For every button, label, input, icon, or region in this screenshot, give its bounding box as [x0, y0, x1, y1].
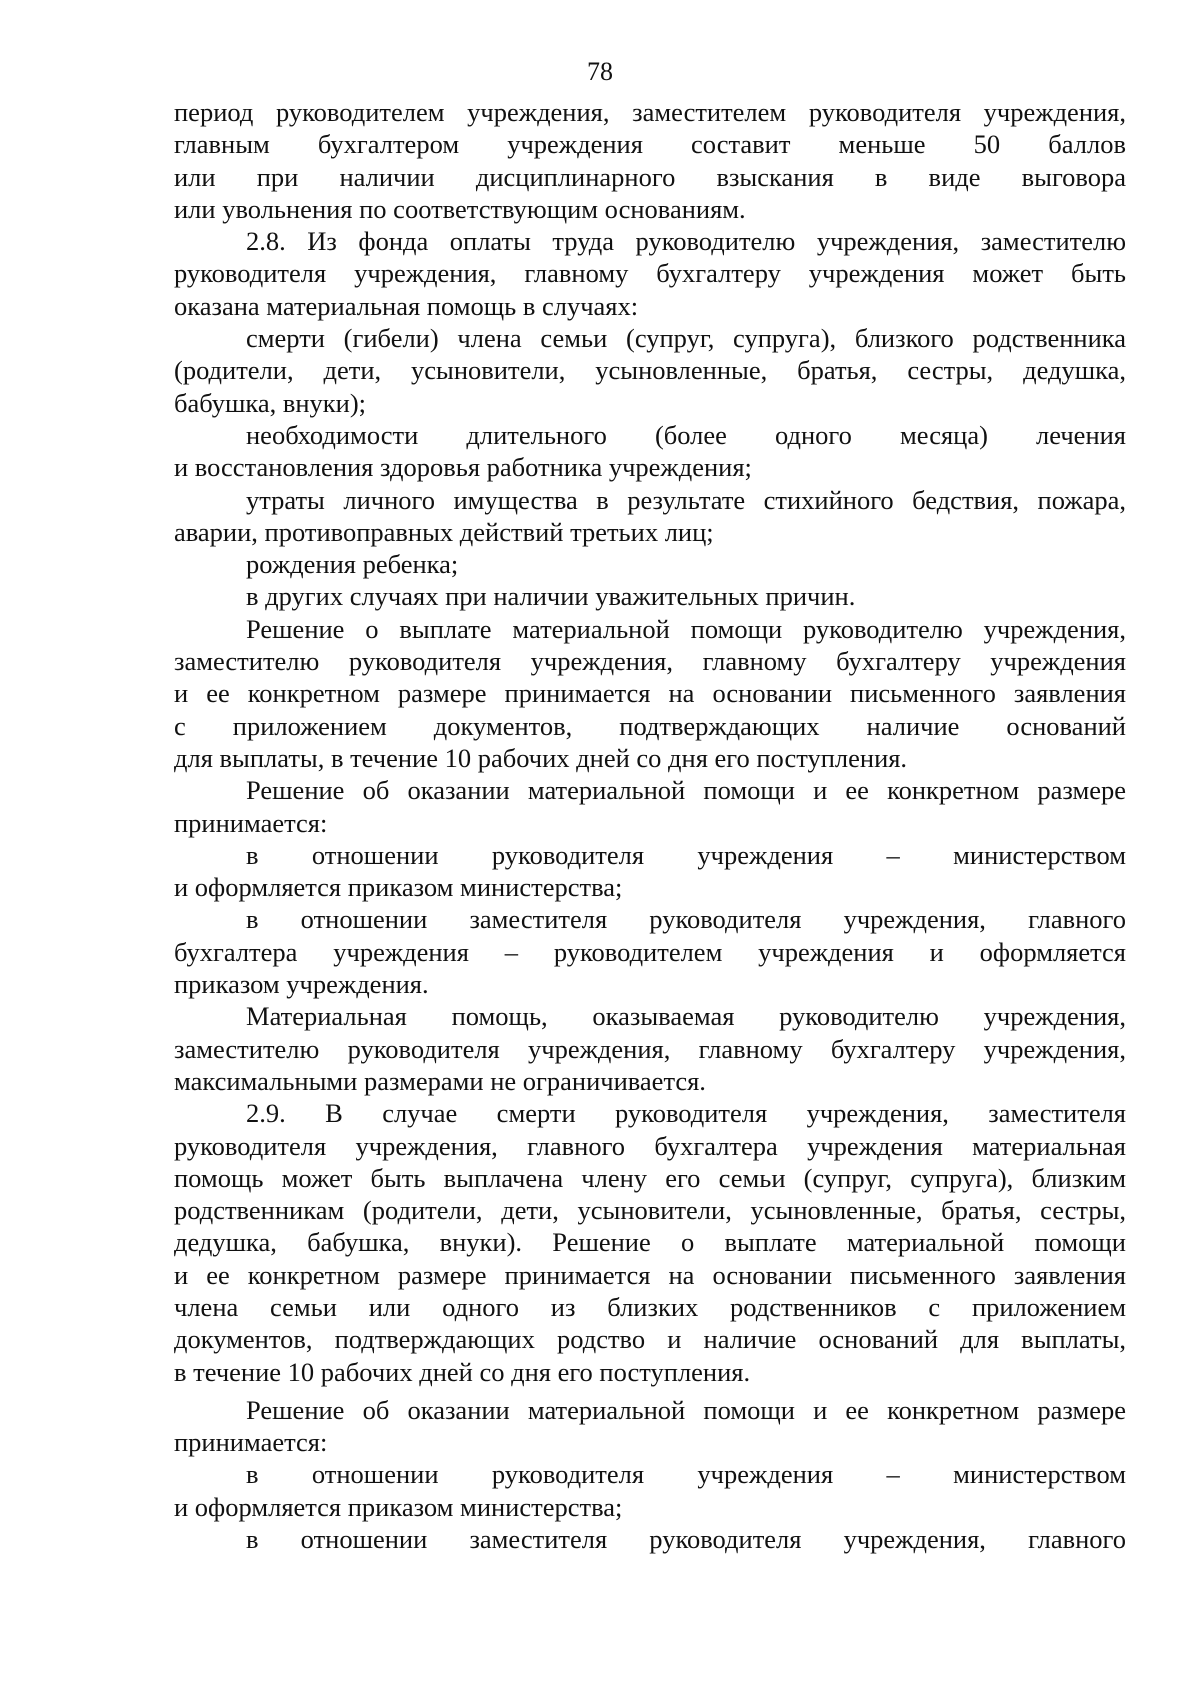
document-body [174, 96, 1126, 1555]
text-line: и оформляется приказом министерства; [174, 872, 623, 903]
text-line: руководителя учреждения, главного бухгалтера учреждения материальная [174, 1130, 1126, 1161]
text-line: максимальными размерами не ограничивается. [174, 1065, 706, 1096]
text-line: в отношении заместителя руководителя учреждения, главного [246, 1524, 1126, 1555]
text-line: заместителю руководителя учреждения, главному бухгалтеру учреждения, [174, 1033, 1126, 1064]
text-line: или увольнения по соответствующим основаниям. [174, 193, 746, 224]
text-line: родственникам (родители, дети, усыновители, усыновленные, братья, сестры, [174, 1195, 1126, 1226]
text-line: для выплаты, в течение 10 рабочих дней со дня его поступления. [174, 742, 908, 773]
text-line: Решение о выплате материальной помощи руководителю учреждения, [246, 613, 1126, 644]
text-line: оказана материальная помощь в случаях: [174, 290, 639, 321]
text-line: принимается: [174, 1427, 328, 1458]
text-line: смерти (гибели) члена семьи (супруг, супруга), близкого родственника [246, 323, 1126, 354]
text-line: период руководителем учреждения, заместителем руководителя учреждения, [174, 97, 1126, 127]
text-line: с приложением документов, подтверждающих наличие оснований [174, 710, 1126, 741]
text-line: члена семьи или одного из близких родственников с приложением [174, 1291, 1126, 1322]
text-line: в других случаях при наличии уважительных причин. [246, 581, 856, 612]
text-line: рождения ребенка; [246, 549, 459, 580]
text-line: и ее конкретном размере принимается на основании письменного заявления [174, 1259, 1126, 1290]
text-line: в отношении руководителя учреждения – министерством [246, 1459, 1126, 1490]
text-line: и оформляется приказом министерства; [174, 1491, 623, 1522]
text-line: 2.8. Из фонда оплаты труда руководителю учреждения, заместителю [246, 226, 1126, 257]
text-line: принимается: [174, 807, 328, 838]
text-line: заместителю руководителя учреждения, главному бухгалтеру учреждения [174, 646, 1126, 677]
page-number: 78 [587, 57, 613, 86]
text-line: необходимости длительного (более одного месяца) лечения [246, 419, 1126, 450]
text-line: аварии, противоправных действий третьих лиц; [174, 516, 714, 547]
text-line: и ее конкретном размере принимается на основании письменного заявления [174, 678, 1126, 709]
text-line: приказом учреждения. [174, 969, 429, 1000]
text-line: бабушка, внуки); [174, 387, 367, 418]
text-line: дедушка, бабушка, внуки). Решение о выплате материальной помощи [174, 1227, 1126, 1258]
text-line: Решение об оказании материальной помощи и ее конкретном размере [246, 775, 1126, 806]
text-line: Решение об оказании материальной помощи и ее конкретном размере [246, 1394, 1126, 1425]
text-line: Материальная помощь, оказываемая руководителю учреждения, [246, 1001, 1126, 1032]
text-line: утраты личного имущества в результате стихийного бедствия, пожара, [246, 484, 1126, 515]
text-line: документов, подтверждающих родство и наличие оснований для выплаты, [174, 1324, 1126, 1355]
text-line: и восстановления здоровья работника учреждения; [174, 452, 752, 483]
text-line: или при наличии дисциплинарного взыскания в виде выговора [174, 161, 1126, 192]
text-line: 2.9. В случае смерти руководителя учреждения, заместителя [246, 1098, 1126, 1129]
text-line: в отношении заместителя руководителя учреждения, главного [246, 904, 1126, 935]
text-line: главным бухгалтером учреждения составит меньше 50 баллов [174, 129, 1126, 160]
text-line: бухгалтера учреждения – руководителем учреждения и оформляется [174, 936, 1126, 967]
text-line: в течение 10 рабочих дней со дня его поступления. [174, 1356, 751, 1387]
text-line: руководителя учреждения, главному бухгалтеру учреждения может быть [174, 258, 1126, 289]
text-line: (родители, дети, усыновители, усыновленные, братья, сестры, дедушка, [174, 355, 1126, 386]
text-line: помощь может быть выплачена члену его семьи (супруг, супруга), близким [174, 1162, 1126, 1193]
text-line: в отношении руководителя учреждения – министерством [246, 839, 1126, 870]
